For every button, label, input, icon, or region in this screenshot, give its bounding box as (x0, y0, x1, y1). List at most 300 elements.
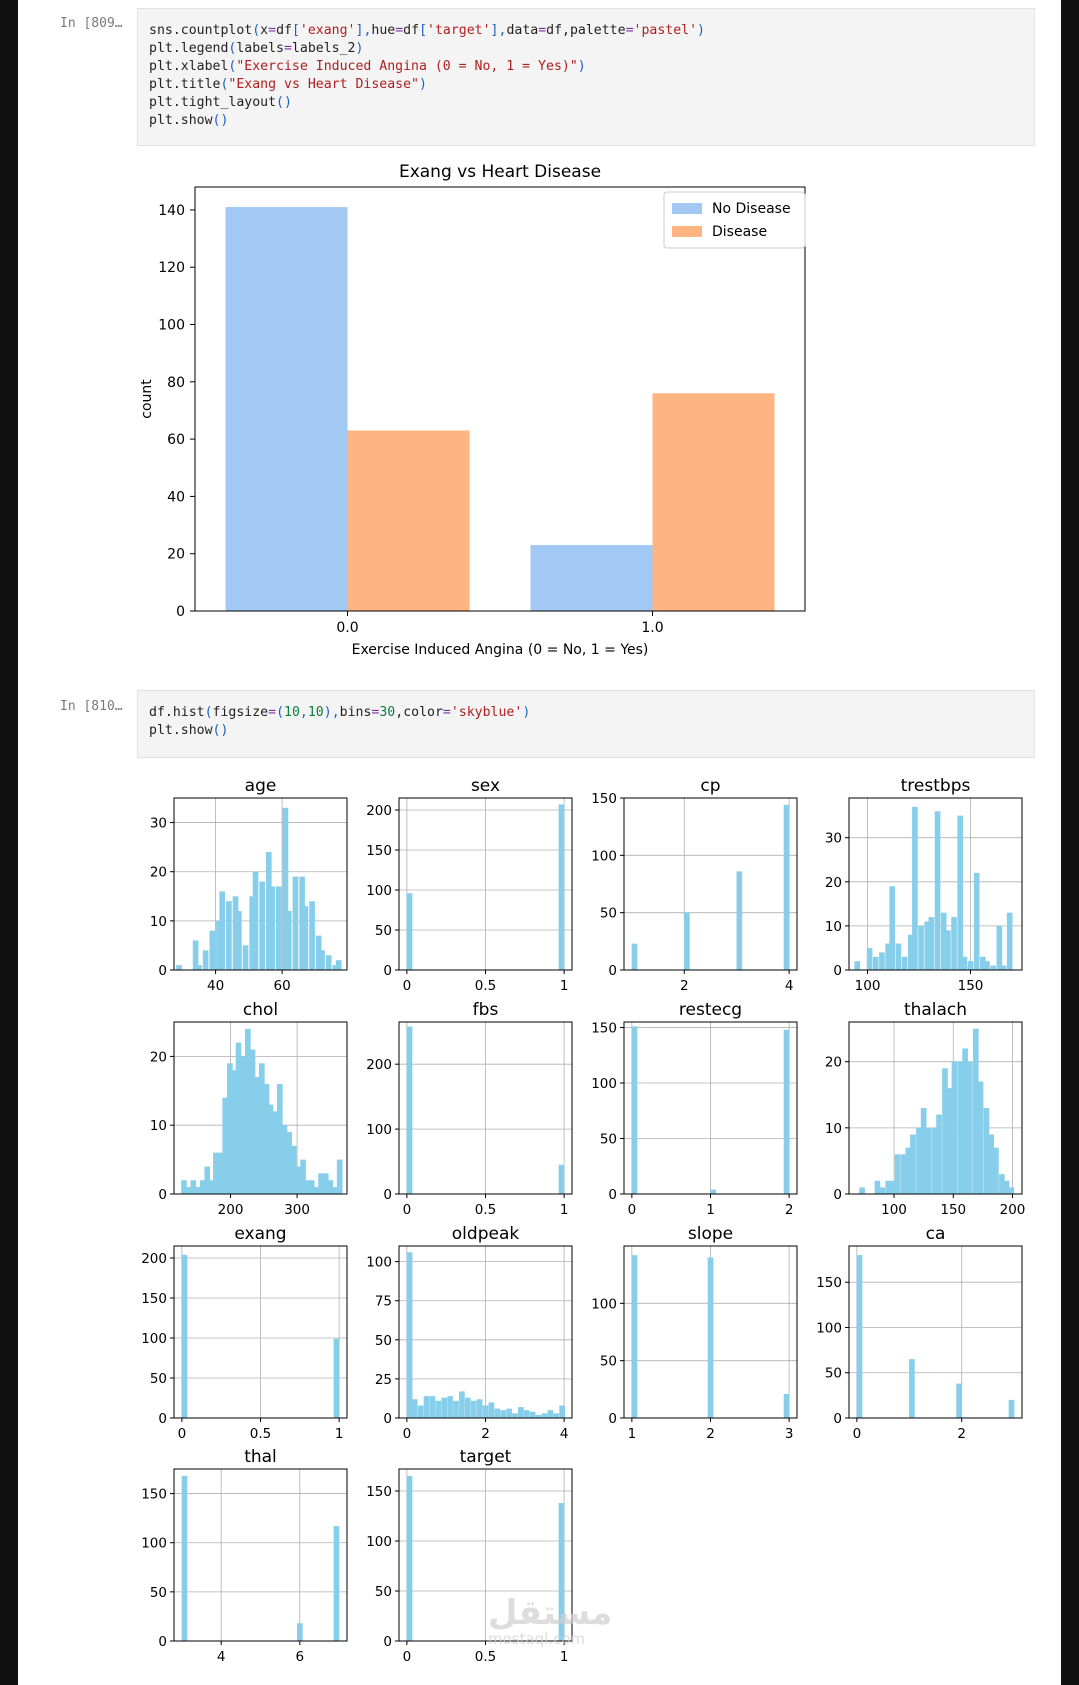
histogram-bar (968, 961, 974, 970)
histogram-bar (196, 965, 202, 970)
histogram-bar (895, 1154, 901, 1194)
histogram-title: target (459, 1447, 512, 1467)
histogram-bar (951, 917, 957, 970)
y-tick-label: 0 (833, 1187, 842, 1203)
histogram-bar (203, 950, 209, 970)
code-token: () (212, 113, 229, 128)
code-token: ( (228, 59, 237, 74)
code-token: ], (490, 23, 507, 38)
code-token: ) (522, 705, 531, 720)
code-token: = (268, 23, 277, 38)
histogram-bar (879, 952, 885, 970)
histogram-bar (176, 965, 182, 970)
histogram-bar (477, 1399, 483, 1418)
code-token: df (276, 23, 292, 38)
legend-swatch (672, 203, 702, 214)
watermark-arabic: مستقل (488, 1593, 613, 1633)
code-line (149, 40, 1023, 58)
histogram-bar (441, 1398, 447, 1418)
histogram-bar (430, 1396, 436, 1418)
x-tick-label: 0.5 (474, 978, 497, 994)
code-token: 10 (284, 705, 300, 720)
x-tick-label: 0.5 (249, 1426, 272, 1442)
x-tick-label: 2 (706, 1426, 715, 1442)
y-tick-label: 100 (591, 1076, 617, 1093)
histogram-bar (524, 1410, 530, 1418)
x-tick-label: 60 (273, 978, 291, 994)
y-tick-label: 100 (591, 1296, 617, 1313)
histogram-bar (632, 1255, 638, 1418)
code-token: 'pastel' (633, 23, 698, 38)
histogram-bar (303, 906, 309, 970)
x-tick-label: 2 (957, 1426, 967, 1442)
code-token: () (212, 723, 229, 738)
code-token: ) (697, 23, 705, 38)
x-axis-label: Exercise Induced Angina (0 = No, 1 = Yes) (351, 642, 649, 658)
histogram-chol (150, 1000, 347, 1218)
histogram-oldpeak (366, 1224, 572, 1442)
code-token: sns.countplot (149, 23, 253, 38)
y-tick-label: 100 (158, 317, 185, 334)
histogram-title: cp (700, 776, 721, 796)
histogram-title: oldpeak (451, 1224, 520, 1244)
bar-disease (348, 431, 470, 611)
code-token: ( (220, 77, 229, 92)
x-tick-label: 0.5 (474, 1202, 497, 1218)
y-tick-label: 20 (149, 1049, 167, 1066)
x-tick-label: 1.0 (641, 620, 664, 636)
x-tick-label: 0 (402, 978, 412, 994)
histogram-bar (407, 1476, 413, 1641)
y-tick-label: 200 (141, 1251, 167, 1267)
histogram-title: thal (244, 1447, 277, 1467)
histogram-bar (494, 1409, 500, 1418)
histogram-bar (297, 1623, 303, 1641)
y-tick-label: 50 (824, 1365, 842, 1382)
histogram-bar (857, 1255, 863, 1418)
code-token: ) (418, 77, 427, 92)
histogram-bar (253, 872, 259, 970)
histogram-bar (974, 873, 980, 970)
code-token: df (403, 23, 420, 38)
histogram-bar (708, 1257, 714, 1418)
histogram-title: thalach (903, 1000, 968, 1020)
code-token: labels_2 (291, 41, 356, 56)
x-tick-label: 3 (784, 1426, 794, 1442)
y-tick-label: 0 (833, 963, 842, 979)
histogram-bar (684, 913, 690, 970)
y-tick-label: 200 (366, 803, 392, 819)
x-tick-label: 4 (216, 1649, 226, 1665)
code-token: [ (419, 23, 428, 38)
histogram-bar (978, 1082, 984, 1194)
x-tick-label: 40 (206, 978, 225, 994)
y-tick-label: 0 (383, 1411, 392, 1427)
y-tick-label: 20 (824, 1054, 842, 1071)
y-tick-label: 100 (816, 1320, 842, 1337)
x-tick-label: 0.5 (474, 1649, 497, 1665)
histogram-bar (489, 1402, 495, 1418)
histogram-bar (784, 805, 790, 970)
y-tick-label: 100 (366, 1122, 392, 1139)
watermark-logo (488, 1595, 612, 1647)
code-token: "Exang vs Heart Disease" (228, 77, 419, 92)
histogram-grid (18, 765, 1061, 1675)
cell-prompt: In [810… (60, 699, 123, 714)
histogram-bar (957, 816, 963, 970)
histogram-bar (952, 1062, 958, 1194)
code-token: data (506, 23, 539, 38)
histogram-title: fbs (472, 1000, 499, 1020)
histogram-bar (243, 945, 249, 970)
histogram-bar (459, 1391, 465, 1418)
histogram-bar (334, 1526, 340, 1641)
histogram-bar (896, 944, 902, 970)
histogram-bar (512, 1413, 518, 1418)
code-token: , (299, 705, 308, 720)
histogram-thalach (825, 1000, 1026, 1218)
histogram-bar (859, 1187, 865, 1194)
code-token: = (625, 23, 634, 38)
histogram-bar (632, 1026, 638, 1194)
code-token: = (538, 23, 547, 38)
histogram-bar (236, 911, 242, 970)
bar-disease (653, 393, 775, 611)
histogram-bar (447, 1396, 453, 1418)
x-tick-label: 0 (402, 1202, 412, 1218)
y-tick-label: 80 (167, 374, 185, 391)
bar-no-disease (226, 207, 348, 611)
x-tick-label: 100 (854, 978, 881, 994)
histogram-bar (867, 948, 873, 970)
histogram-fbs (366, 1000, 572, 1218)
y-tick-label: 0 (158, 963, 167, 979)
y-tick-label: 10 (824, 918, 842, 935)
histogram-bar (407, 1027, 413, 1194)
code-token: ( (228, 41, 237, 56)
code-token: plt.title (149, 77, 221, 92)
histogram-bar (182, 1255, 188, 1418)
x-tick-label: 2 (679, 978, 689, 994)
histogram-bar (319, 950, 325, 970)
plot-frame (624, 798, 797, 970)
code-token: [ (291, 23, 300, 38)
histogram-bar (632, 944, 638, 970)
histogram-bar (465, 1398, 471, 1418)
code-token: ( (276, 705, 285, 720)
y-tick-label: 100 (591, 848, 617, 865)
code-token: 'exang' (299, 23, 356, 38)
histogram-bar (1007, 913, 1013, 970)
y-tick-label: 150 (366, 843, 392, 859)
histogram-bar (276, 886, 282, 970)
histogram-bar (902, 957, 908, 970)
y-tick-label: 0 (383, 1634, 392, 1650)
histogram-bar (910, 1134, 916, 1194)
code-token: plt.legend (149, 41, 229, 56)
histogram-bar (483, 1405, 489, 1418)
y-tick-label: 100 (366, 1534, 392, 1550)
code-token: ) (355, 41, 364, 56)
histogram-bar (518, 1407, 524, 1418)
x-tick-label: 2 (481, 1426, 490, 1442)
histogram-age (150, 776, 347, 994)
y-tick-label: 150 (591, 1020, 617, 1037)
y-tick-label: 100 (141, 1331, 167, 1347)
histogram-bar (784, 1030, 790, 1194)
x-tick-label: 300 (284, 1202, 310, 1218)
y-tick-label: 75 (374, 1293, 392, 1310)
histogram-bar (530, 1412, 536, 1418)
histogram-bar (182, 1476, 188, 1641)
histogram-bar (962, 957, 968, 970)
notebook-page (18, 0, 1061, 1685)
code-token: hue (371, 23, 396, 38)
histogram-bar (471, 1401, 477, 1418)
histogram-bar (912, 807, 918, 970)
y-tick-label: 10 (149, 1118, 167, 1135)
histogram-bar (226, 901, 232, 970)
histogram-bar (993, 1148, 999, 1194)
y-tick-label: 100 (141, 1535, 167, 1552)
histogram-bar (879, 1187, 885, 1194)
y-tick-label: 40 (167, 489, 185, 506)
code-editor[interactable] (137, 8, 1035, 146)
code-line (149, 22, 1023, 40)
y-tick-label: 25 (374, 1371, 392, 1388)
histogram-bar (784, 1394, 790, 1418)
histogram-bar (553, 1413, 559, 1418)
code-token: 'skyblue' (450, 705, 523, 720)
y-tick-label: 10 (824, 1120, 842, 1137)
histogram-bar (854, 961, 860, 970)
y-tick-label: 150 (141, 1291, 167, 1307)
y-tick-label: 120 (158, 260, 185, 277)
histogram-thal (141, 1447, 347, 1665)
x-tick-label: 0.0 (336, 620, 359, 636)
x-tick-label: 6 (295, 1649, 305, 1665)
x-tick-label: 1 (559, 1202, 569, 1218)
histogram-bar (889, 886, 895, 970)
y-tick-label: 0 (383, 1187, 392, 1203)
plot-frame (174, 1469, 347, 1641)
histogram-bar (929, 917, 935, 970)
code-token: df,palette (546, 23, 626, 38)
y-tick-label: 20 (167, 546, 185, 563)
bar-no-disease (531, 545, 653, 611)
code-line (149, 112, 1023, 130)
histogram-bar (1001, 966, 1007, 970)
x-tick-label: 0 (627, 1202, 637, 1218)
histogram-bar (559, 1165, 565, 1194)
x-tick-label: 4 (784, 978, 794, 994)
code-token: 30 (379, 705, 396, 720)
histogram-bar (500, 1410, 506, 1418)
histogram-bar (407, 1252, 413, 1418)
code-token: "Exercise Induced Angina (0 = No, 1 = Yes)" (236, 59, 578, 74)
code-token: labels (236, 41, 284, 56)
histogram-bar (873, 957, 879, 970)
histogram-bar (286, 911, 292, 970)
histogram-title: ca (925, 1224, 946, 1244)
histogram-bar (293, 877, 299, 970)
histogram-bar (956, 1384, 962, 1418)
histogram-bar (1009, 1400, 1015, 1418)
histogram-title: age (244, 776, 277, 796)
histogram-title: trestbps (900, 776, 971, 796)
code-line (149, 94, 1023, 112)
y-tick-label: 20 (824, 874, 842, 891)
histogram-bar (967, 1062, 973, 1194)
histogram-bar (997, 926, 1003, 970)
chart-title: Exang vs Heart Disease (398, 162, 602, 182)
y-tick-label: 50 (374, 923, 392, 939)
legend-label: Disease (712, 224, 768, 240)
histogram-bar (453, 1401, 459, 1418)
x-tick-label: 200 (217, 1202, 244, 1218)
histogram-bar (737, 871, 743, 970)
y-tick-label: 0 (608, 1411, 617, 1427)
y-tick-label: 150 (141, 1486, 167, 1503)
code-line (149, 58, 1023, 76)
chart-legend (664, 192, 805, 248)
x-tick-label: 0 (852, 1426, 862, 1442)
histogram-bar (418, 1405, 424, 1418)
code-token: df.hist (149, 705, 205, 720)
watermark-latin: mostaql.com (488, 1630, 586, 1648)
code-token: plt.tight_layout (149, 95, 277, 110)
histogram-bar (219, 891, 225, 970)
code-line (149, 704, 1023, 722)
histogram-bar (209, 931, 215, 970)
histogram-bar (918, 926, 924, 970)
code-token: = (371, 705, 380, 720)
histogram-ca (816, 1224, 1022, 1442)
code-token: x (260, 23, 269, 38)
code-token: color (403, 705, 443, 720)
legend-swatch (672, 226, 702, 237)
plot-frame (849, 1246, 1022, 1418)
x-tick-label: 150 (940, 1202, 967, 1218)
y-tick-label: 50 (149, 1371, 167, 1387)
code-line (149, 722, 1023, 740)
code-editor[interactable] (137, 690, 1035, 758)
x-tick-label: 100 (881, 1202, 907, 1218)
histogram-bar (926, 1128, 932, 1194)
y-tick-label: 50 (374, 1332, 392, 1349)
y-tick-label: 50 (599, 1353, 617, 1370)
y-axis-label: count (139, 379, 155, 419)
cell-prompt: In [809… (60, 16, 123, 31)
code-token: = (268, 705, 277, 720)
x-tick-label: 0 (402, 1649, 412, 1665)
histogram-bar (542, 1413, 548, 1418)
y-tick-label: 0 (383, 963, 392, 979)
x-tick-label: 1 (334, 1426, 344, 1442)
histogram-title: slope (687, 1224, 734, 1244)
code-token: ) (577, 59, 586, 74)
y-tick-label: 150 (591, 791, 617, 807)
code-token: = (395, 23, 404, 38)
histogram-bar (506, 1409, 512, 1418)
y-tick-label: 60 (167, 432, 185, 449)
x-tick-label: 1 (559, 978, 569, 994)
y-tick-label: 0 (158, 1187, 167, 1203)
code-token: ( (204, 705, 213, 720)
histogram-bar (984, 961, 990, 970)
histogram-bar (336, 960, 342, 970)
code-line (149, 76, 1023, 94)
y-tick-label: 50 (599, 1131, 617, 1148)
histogram-exang (141, 1224, 347, 1442)
histogram-cp (591, 776, 797, 994)
histogram-bar (936, 1115, 942, 1194)
y-tick-label: 200 (366, 1057, 392, 1074)
code-token: 'target' (427, 23, 491, 38)
y-tick-label: 30 (824, 830, 842, 847)
code-token: plt.show (149, 723, 213, 738)
x-tick-label: 200 (999, 1202, 1026, 1218)
histogram-bar (337, 1160, 343, 1194)
histogram-bar (424, 1396, 430, 1418)
y-tick-label: 0 (158, 1411, 167, 1427)
y-tick-label: 50 (374, 1584, 392, 1600)
histogram-bar (935, 811, 941, 970)
y-tick-label: 50 (599, 905, 617, 922)
histogram-bar (559, 804, 565, 970)
histogram-bar (559, 1405, 565, 1418)
x-tick-label: 1 (627, 1426, 637, 1442)
histogram-restecg (591, 1000, 797, 1218)
y-tick-label: 0 (833, 1411, 842, 1427)
countplot-exang-vs-target (18, 150, 1061, 670)
histogram-bar (407, 893, 413, 970)
histogram-bar (435, 1401, 441, 1418)
y-tick-label: 0 (608, 1187, 617, 1203)
code-token: ], (355, 23, 372, 38)
histogram-bar (326, 955, 332, 970)
x-tick-label: 0 (402, 1426, 412, 1442)
histogram-bar (334, 1339, 340, 1418)
histogram-sex (366, 776, 572, 994)
histogram-bar (269, 886, 275, 970)
code-token: bins (339, 705, 372, 720)
histogram-bar (259, 882, 265, 970)
histogram-title: exang (234, 1224, 287, 1244)
code-token: figsize (212, 705, 269, 720)
x-tick-label: 1 (706, 1202, 715, 1218)
y-tick-label: 50 (149, 1584, 167, 1601)
histogram-title: sex (470, 776, 501, 796)
histogram-bar (710, 1190, 716, 1194)
y-tick-label: 140 (158, 202, 185, 219)
legend-label: No Disease (712, 201, 791, 217)
histogram-bar (309, 901, 315, 970)
histogram-slope (591, 1224, 797, 1442)
y-tick-label: 0 (158, 1634, 167, 1650)
histogram-bar (945, 930, 951, 970)
code-token: , (395, 705, 404, 720)
x-tick-label: 1 (559, 1649, 569, 1665)
code-token: ( (252, 23, 261, 38)
y-tick-label: 100 (366, 883, 392, 899)
y-tick-label: 30 (149, 815, 167, 832)
code-token: = (442, 705, 451, 720)
y-tick-label: 0 (176, 604, 185, 620)
code-token: () (276, 95, 292, 110)
x-tick-label: 2 (784, 1202, 794, 1218)
y-tick-label: 150 (816, 1275, 842, 1292)
